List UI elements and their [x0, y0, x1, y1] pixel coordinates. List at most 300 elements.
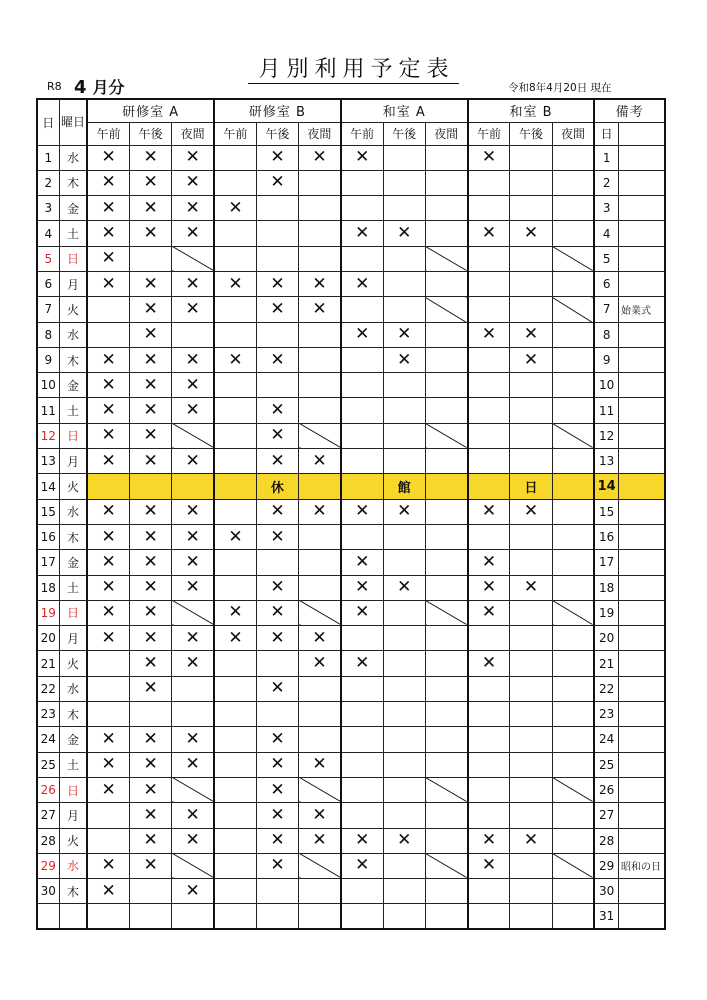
booked-mark: ✕ — [172, 297, 214, 322]
booked-mark: ✕ — [468, 600, 510, 625]
remarks-day: 7 — [594, 297, 618, 322]
empty-slot — [383, 246, 425, 271]
unavailable-slot — [552, 297, 594, 322]
empty-slot — [552, 651, 594, 676]
booked-mark: ✕ — [214, 524, 256, 549]
remarks-day: 8 — [594, 322, 618, 347]
remarks-day: 23 — [594, 702, 618, 727]
empty-slot — [425, 651, 467, 676]
booked-mark: ✕ — [341, 322, 383, 347]
day-number: 26 — [37, 777, 59, 802]
empty-slot — [383, 676, 425, 701]
empty-slot — [468, 170, 510, 195]
remarks-day: 19 — [594, 600, 618, 625]
weekday — [59, 904, 87, 929]
schedule-table — [36, 98, 666, 930]
header-weekday: 曜日 — [59, 99, 87, 145]
empty-slot — [256, 373, 298, 398]
weekday: 土 — [59, 221, 87, 246]
empty-slot — [425, 904, 467, 929]
empty-slot — [299, 347, 341, 372]
empty-slot — [510, 727, 552, 752]
empty-slot — [214, 651, 256, 676]
empty-slot — [341, 777, 383, 802]
booked-mark: ✕ — [172, 499, 214, 524]
empty-slot — [510, 626, 552, 651]
booked-mark: ✕ — [214, 626, 256, 651]
empty-slot — [383, 777, 425, 802]
empty-slot — [256, 550, 298, 575]
day-number: 12 — [37, 423, 59, 448]
booked-mark: ✕ — [256, 347, 298, 372]
booked-mark: ✕ — [256, 752, 298, 777]
empty-slot — [468, 777, 510, 802]
empty-slot — [425, 145, 467, 170]
booked-mark: ✕ — [87, 246, 129, 271]
booked-mark: ✕ — [130, 524, 172, 549]
unavailable-slot — [552, 423, 594, 448]
weekday: 金 — [59, 196, 87, 221]
empty-slot — [468, 626, 510, 651]
empty-slot — [299, 904, 341, 929]
remarks-note — [619, 347, 666, 372]
empty-slot — [214, 550, 256, 575]
table-row — [37, 524, 665, 549]
booked-mark: ✕ — [256, 145, 298, 170]
empty-slot — [299, 170, 341, 195]
booked-mark: ✕ — [172, 550, 214, 575]
booked-mark: ✕ — [87, 449, 129, 474]
remarks-note — [619, 600, 666, 625]
empty-slot — [214, 879, 256, 904]
empty-slot — [214, 221, 256, 246]
month-label — [74, 75, 125, 98]
closed-cell — [425, 474, 467, 499]
weekday: 土 — [59, 575, 87, 600]
empty-slot — [510, 600, 552, 625]
empty-slot — [425, 196, 467, 221]
weekday: 水 — [59, 145, 87, 170]
empty-slot — [130, 879, 172, 904]
empty-slot — [552, 828, 594, 853]
empty-slot — [299, 879, 341, 904]
day-number: 24 — [37, 727, 59, 752]
weekday: 日 — [59, 246, 87, 271]
empty-slot — [299, 398, 341, 423]
empty-slot — [552, 575, 594, 600]
empty-slot — [341, 423, 383, 448]
unavailable-slot — [425, 853, 467, 878]
booked-mark: ✕ — [256, 575, 298, 600]
booked-mark: ✕ — [130, 297, 172, 322]
day-number: 7 — [37, 297, 59, 322]
remarks-note — [619, 474, 666, 499]
empty-slot — [256, 651, 298, 676]
remarks-note — [619, 575, 666, 600]
table-row — [37, 626, 665, 651]
header-slot-pm: 午後 — [383, 122, 425, 145]
empty-slot — [130, 702, 172, 727]
booked-mark: ✕ — [299, 449, 341, 474]
empty-slot — [468, 398, 510, 423]
day-number: 18 — [37, 575, 59, 600]
table-row — [37, 373, 665, 398]
closed-cell — [299, 474, 341, 499]
empty-slot — [341, 626, 383, 651]
empty-slot — [172, 904, 214, 929]
booked-mark: ✕ — [468, 651, 510, 676]
header-slot-night: 夜間 — [425, 122, 467, 145]
empty-slot — [383, 170, 425, 195]
day-number: 16 — [37, 524, 59, 549]
empty-slot — [214, 803, 256, 828]
empty-slot — [383, 145, 425, 170]
empty-slot — [468, 676, 510, 701]
table-row — [37, 449, 665, 474]
booked-mark: ✕ — [383, 828, 425, 853]
empty-slot — [425, 347, 467, 372]
booked-mark: ✕ — [341, 853, 383, 878]
remarks-day: 12 — [594, 423, 618, 448]
empty-slot — [425, 170, 467, 195]
empty-slot — [552, 524, 594, 549]
booked-mark: ✕ — [341, 550, 383, 575]
empty-slot — [214, 499, 256, 524]
empty-slot — [341, 879, 383, 904]
empty-slot — [468, 347, 510, 372]
remarks-note — [619, 702, 666, 727]
booked-mark: ✕ — [468, 550, 510, 575]
booked-mark: ✕ — [130, 449, 172, 474]
empty-slot — [341, 373, 383, 398]
unavailable-slot — [172, 246, 214, 271]
booked-mark: ✕ — [214, 196, 256, 221]
weekday: 金 — [59, 550, 87, 575]
weekday: 木 — [59, 170, 87, 195]
empty-slot — [510, 702, 552, 727]
booked-mark: ✕ — [87, 347, 129, 372]
empty-slot — [172, 322, 214, 347]
table-row — [37, 550, 665, 575]
empty-slot — [341, 196, 383, 221]
day-number: 15 — [37, 499, 59, 524]
empty-slot — [552, 373, 594, 398]
empty-slot — [510, 373, 552, 398]
remarks-note — [619, 777, 666, 802]
empty-slot — [256, 246, 298, 271]
empty-slot — [256, 879, 298, 904]
booked-mark: ✕ — [87, 600, 129, 625]
remarks-day: 27 — [594, 803, 618, 828]
day-number: 30 — [37, 879, 59, 904]
empty-slot — [468, 904, 510, 929]
empty-slot — [510, 777, 552, 802]
header-slot-pm: 午後 — [130, 122, 172, 145]
booked-mark: ✕ — [256, 271, 298, 296]
weekday: 月 — [59, 626, 87, 651]
day-number: 29 — [37, 853, 59, 878]
header-slot-pm: 午後 — [510, 122, 552, 145]
closed-cell: 休 — [256, 474, 298, 499]
remarks-day: 13 — [594, 449, 618, 474]
booked-mark: ✕ — [130, 373, 172, 398]
remarks-day: 4 — [594, 221, 618, 246]
booked-mark: ✕ — [87, 373, 129, 398]
day-number: 8 — [37, 322, 59, 347]
empty-slot — [87, 297, 129, 322]
empty-slot — [341, 524, 383, 549]
empty-slot — [425, 524, 467, 549]
table-row — [37, 853, 665, 878]
empty-slot — [341, 676, 383, 701]
unavailable-slot — [552, 600, 594, 625]
booked-mark: ✕ — [87, 524, 129, 549]
table-row — [37, 145, 665, 170]
booked-mark: ✕ — [172, 828, 214, 853]
empty-slot — [87, 828, 129, 853]
booked-mark: ✕ — [130, 170, 172, 195]
weekday: 土 — [59, 398, 87, 423]
booked-mark: ✕ — [130, 347, 172, 372]
remarks-day: 14 — [594, 474, 618, 499]
empty-slot — [299, 221, 341, 246]
page-title: 月別利用予定表 — [0, 52, 707, 83]
booked-mark: ✕ — [468, 322, 510, 347]
closed-cell — [214, 474, 256, 499]
booked-mark: ✕ — [299, 803, 341, 828]
booked-mark: ✕ — [87, 221, 129, 246]
unavailable-slot — [425, 297, 467, 322]
remarks-day: 18 — [594, 575, 618, 600]
empty-slot — [510, 196, 552, 221]
unavailable-slot — [425, 246, 467, 271]
empty-slot — [341, 347, 383, 372]
booked-mark: ✕ — [510, 221, 552, 246]
empty-slot — [214, 727, 256, 752]
booked-mark: ✕ — [130, 398, 172, 423]
day-number: 10 — [37, 373, 59, 398]
empty-slot — [383, 879, 425, 904]
booked-mark: ✕ — [510, 499, 552, 524]
empty-slot — [425, 271, 467, 296]
booked-mark: ✕ — [256, 777, 298, 802]
booked-mark: ✕ — [256, 449, 298, 474]
header-room-kenshu-a: 研修室 A — [87, 99, 214, 122]
empty-slot — [510, 398, 552, 423]
day-number: 2 — [37, 170, 59, 195]
booked-mark: ✕ — [341, 499, 383, 524]
booked-mark: ✕ — [341, 271, 383, 296]
remarks-day: 2 — [594, 170, 618, 195]
remarks-note — [619, 626, 666, 651]
empty-slot — [468, 702, 510, 727]
booked-mark: ✕ — [87, 196, 129, 221]
empty-slot — [299, 575, 341, 600]
booked-mark: ✕ — [341, 828, 383, 853]
month-number: 4 — [74, 77, 87, 98]
booked-mark: ✕ — [172, 347, 214, 372]
empty-slot — [383, 398, 425, 423]
remarks-note — [619, 803, 666, 828]
weekday: 水 — [59, 853, 87, 878]
empty-slot — [468, 752, 510, 777]
empty-slot — [552, 347, 594, 372]
table-row — [37, 271, 665, 296]
empty-slot — [552, 196, 594, 221]
weekday: 月 — [59, 271, 87, 296]
empty-slot — [87, 803, 129, 828]
empty-slot — [299, 246, 341, 271]
weekday: 月 — [59, 449, 87, 474]
booked-mark: ✕ — [341, 600, 383, 625]
remarks-note — [619, 828, 666, 853]
empty-slot — [341, 904, 383, 929]
booked-mark: ✕ — [256, 398, 298, 423]
empty-slot — [552, 170, 594, 195]
booked-mark: ✕ — [468, 221, 510, 246]
empty-slot — [214, 752, 256, 777]
weekday: 火 — [59, 297, 87, 322]
empty-slot — [425, 322, 467, 347]
empty-slot — [468, 423, 510, 448]
day-number: 14 — [37, 474, 59, 499]
closed-cell: 日 — [510, 474, 552, 499]
empty-slot — [299, 702, 341, 727]
empty-slot — [510, 271, 552, 296]
empty-slot — [425, 828, 467, 853]
header-slot-am: 午前 — [87, 122, 129, 145]
empty-slot — [552, 145, 594, 170]
booked-mark: ✕ — [87, 550, 129, 575]
booked-mark: ✕ — [172, 271, 214, 296]
remarks-day: 15 — [594, 499, 618, 524]
remarks-day: 22 — [594, 676, 618, 701]
unavailable-slot — [172, 777, 214, 802]
empty-slot — [87, 702, 129, 727]
booked-mark: ✕ — [172, 196, 214, 221]
empty-slot — [383, 626, 425, 651]
empty-slot — [214, 246, 256, 271]
remarks-day: 29 — [594, 853, 618, 878]
header-remarks-day: 日 — [594, 122, 618, 145]
booked-mark: ✕ — [256, 626, 298, 651]
remarks-day: 28 — [594, 828, 618, 853]
empty-slot — [383, 702, 425, 727]
empty-slot — [383, 423, 425, 448]
table-row — [37, 196, 665, 221]
booked-mark: ✕ — [130, 853, 172, 878]
remarks-note — [619, 727, 666, 752]
remarks-day: 26 — [594, 777, 618, 802]
day-number: 6 — [37, 271, 59, 296]
remarks-note: 昭和の日 — [619, 853, 666, 878]
empty-slot — [256, 702, 298, 727]
empty-slot — [510, 246, 552, 271]
booked-mark: ✕ — [87, 853, 129, 878]
table-row — [37, 423, 665, 448]
booked-mark: ✕ — [130, 752, 172, 777]
empty-slot — [425, 803, 467, 828]
booked-mark: ✕ — [172, 651, 214, 676]
header-slot-night: 夜間 — [172, 122, 214, 145]
booked-mark: ✕ — [130, 676, 172, 701]
remarks-note: 始業式 — [619, 297, 666, 322]
empty-slot — [425, 727, 467, 752]
booked-mark: ✕ — [172, 575, 214, 600]
booked-mark: ✕ — [172, 626, 214, 651]
empty-slot — [552, 626, 594, 651]
unavailable-slot — [299, 600, 341, 625]
empty-slot — [214, 398, 256, 423]
empty-slot — [468, 803, 510, 828]
empty-slot — [87, 904, 129, 929]
empty-slot — [510, 297, 552, 322]
empty-slot — [510, 524, 552, 549]
empty-slot — [468, 449, 510, 474]
header-slot-am: 午前 — [468, 122, 510, 145]
booked-mark: ✕ — [130, 221, 172, 246]
booked-mark: ✕ — [172, 221, 214, 246]
empty-slot — [214, 777, 256, 802]
table-row — [37, 904, 665, 929]
remarks-note — [619, 398, 666, 423]
day-number: 17 — [37, 550, 59, 575]
unavailable-slot — [425, 777, 467, 802]
booked-mark: ✕ — [256, 524, 298, 549]
remarks-day: 24 — [594, 727, 618, 752]
header-slot-pm: 午後 — [256, 122, 298, 145]
booked-mark: ✕ — [130, 575, 172, 600]
booked-mark: ✕ — [87, 170, 129, 195]
empty-slot — [510, 676, 552, 701]
table-row — [37, 322, 665, 347]
empty-slot — [552, 322, 594, 347]
booked-mark: ✕ — [383, 499, 425, 524]
empty-slot — [383, 271, 425, 296]
empty-slot — [130, 904, 172, 929]
empty-slot — [299, 550, 341, 575]
closed-cell — [172, 474, 214, 499]
booked-mark: ✕ — [383, 221, 425, 246]
table-row — [37, 398, 665, 423]
empty-slot — [383, 449, 425, 474]
empty-slot — [552, 676, 594, 701]
empty-slot — [552, 752, 594, 777]
empty-slot — [425, 676, 467, 701]
empty-slot — [214, 828, 256, 853]
remarks-day: 25 — [594, 752, 618, 777]
remarks-day: 30 — [594, 879, 618, 904]
empty-slot — [383, 752, 425, 777]
closed-cell: 館 — [383, 474, 425, 499]
empty-slot — [552, 550, 594, 575]
empty-slot — [425, 499, 467, 524]
unavailable-slot — [425, 600, 467, 625]
table-row — [37, 170, 665, 195]
empty-slot — [256, 221, 298, 246]
empty-slot — [299, 524, 341, 549]
empty-slot — [299, 676, 341, 701]
remarks-day: 3 — [594, 196, 618, 221]
weekday: 土 — [59, 752, 87, 777]
empty-slot — [425, 398, 467, 423]
closed-cell — [552, 474, 594, 499]
unavailable-slot — [172, 853, 214, 878]
day-number: 13 — [37, 449, 59, 474]
remarks-note — [619, 246, 666, 271]
booked-mark: ✕ — [172, 524, 214, 549]
empty-slot — [425, 702, 467, 727]
